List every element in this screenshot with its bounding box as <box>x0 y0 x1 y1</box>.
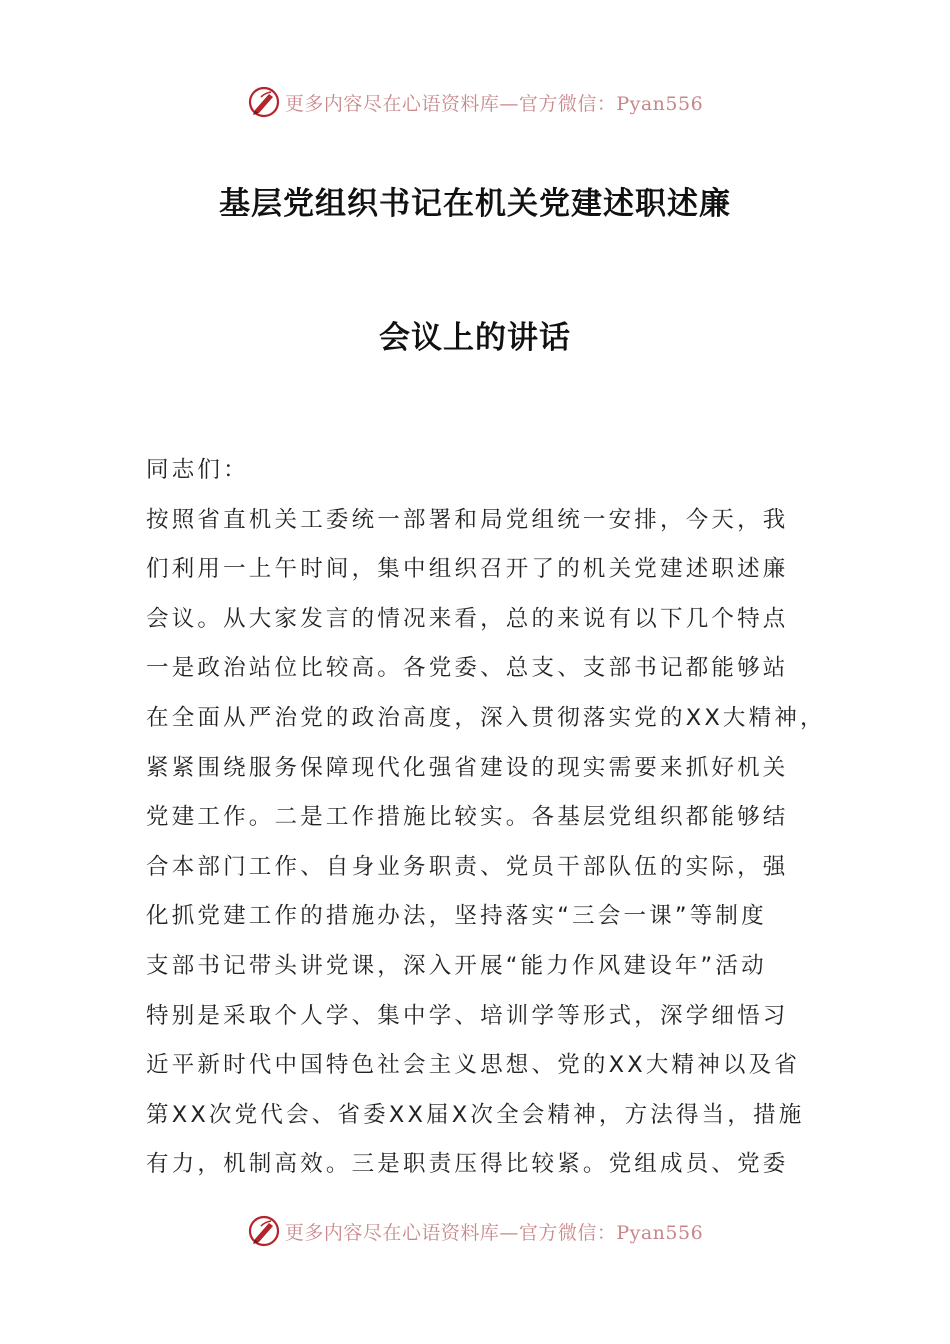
banner-text: 更多内容尽在心语资料库—官方微信：Pyan556 <box>284 92 704 115</box>
pen-logo-icon <box>247 85 281 119</box>
speech-body <box>146 446 826 1190</box>
body-line: 支部书记带头讲党课，深入开展“能力作风建设年”活动 <box>146 952 767 979</box>
body-line: 一是政治站位比较高。各党委、总支、支部书记都能够站 <box>146 655 789 682</box>
body-line: 有力，机制高效。三是职责压得比较紧。党组成员、党委 <box>146 1151 789 1178</box>
body-line: 特别是采取个人学、集中学、培训学等形式，深学细悟习 <box>146 1002 789 1029</box>
banner-text: 更多内容尽在心语资料库—官方微信：Pyan556 <box>284 1221 704 1244</box>
body-line: 近平新时代中国特色社会主义思想、党的XX大精神以及省 <box>146 1052 801 1079</box>
body-line: 会议。从大家发言的情况来看，总的来说有以下几个特点 <box>146 605 789 632</box>
body-line: 紧紧围绕服务保障现代化强省建设的现实需要来抓好机关 <box>146 754 789 781</box>
body-line: 合本部门工作、自身业务职责、党员干部队伍的实际，强 <box>146 853 789 880</box>
pen-logo-icon <box>247 1214 281 1248</box>
footer-banner <box>0 1209 950 1253</box>
body-line: 在全面从严治党的政治高度，深入贯彻落实党的XX大精神， <box>146 704 826 731</box>
body-line: 化抓党建工作的措施办法，坚持落实“三会一课”等制度 <box>146 903 767 930</box>
document-title-line2: 会议上的讲话 <box>379 320 571 356</box>
body-line: 同志们： <box>146 457 249 483</box>
body-line: 第XX次党代会、省委XX届X次全会精神，方法得当，措施 <box>146 1101 805 1128</box>
document-title-line1: 基层党组织书记在机关党建述职述廉 <box>219 186 731 222</box>
body-line: 党建工作。二是工作措施比较实。各基层党组织都能够结 <box>146 804 789 831</box>
body-line: 按照省直机关工委统一部署和局党组统一安排，今天，我 <box>146 506 789 533</box>
header-banner <box>0 80 950 124</box>
body-line: 们利用一上午时间，集中组织召开了的机关党建述职述廉 <box>146 556 789 583</box>
